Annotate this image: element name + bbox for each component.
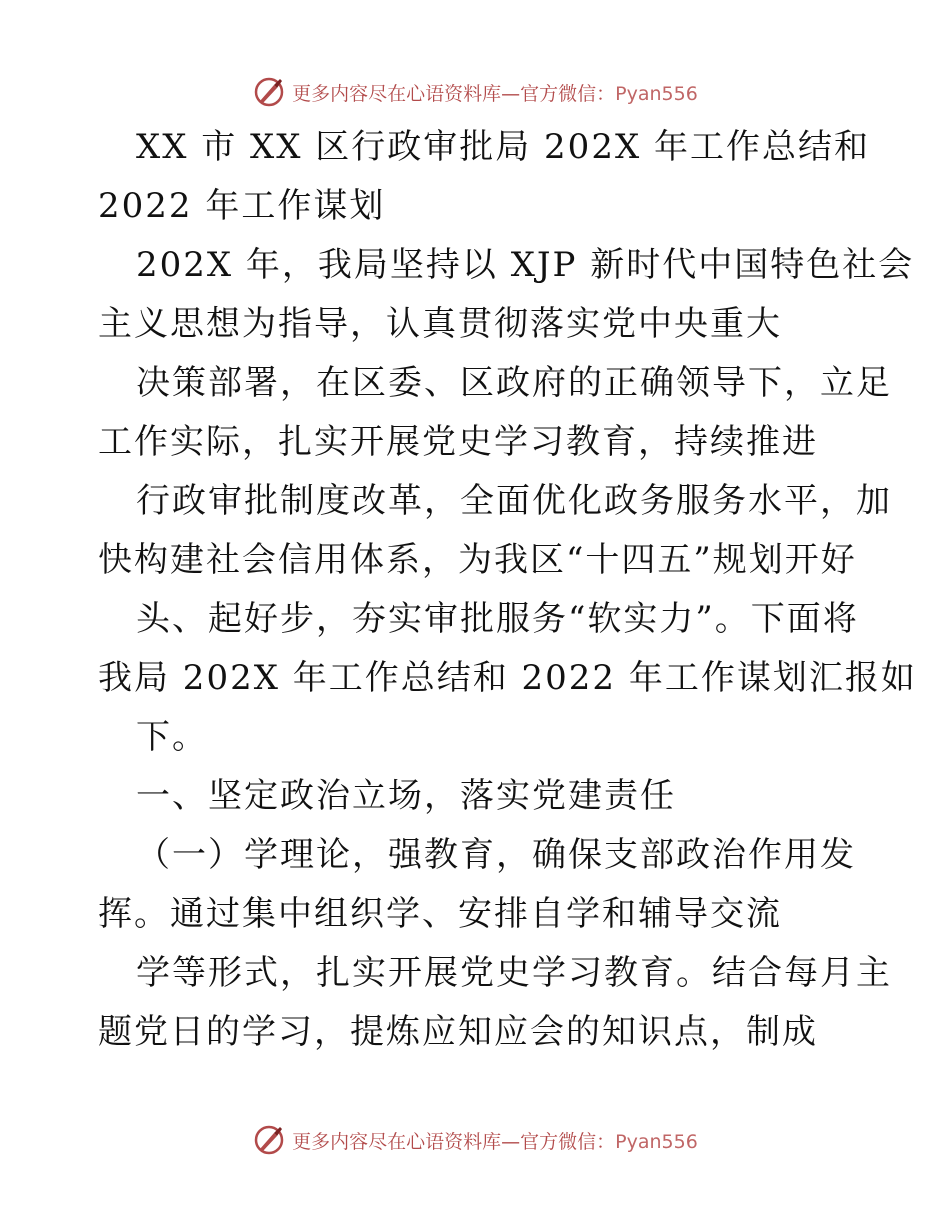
paragraph-line: 快构建社会信用体系，为我区“十四五”规划开好: [98, 540, 857, 580]
paragraph-line: 工作实际，扎实开展党史学习教育，持续推进: [98, 422, 818, 462]
header-banner: [0, 72, 950, 112]
paragraph-line: 主义思想为指导，认真贯彻落实党中央重大: [98, 304, 782, 344]
paragraph-line: 挥。通过集中组织学、安排自学和辅导交流: [98, 894, 782, 934]
banner-text: 更多内容尽在心语资料库—官方微信：Pyan556: [292, 82, 698, 105]
subsection-line: （一）学理论，强教育，确保支部政治作用发: [136, 835, 856, 875]
banner-text: 更多内容尽在心语资料库—官方微信：Pyan556: [292, 1130, 698, 1153]
wechat-id: Pyan556: [615, 82, 698, 105]
title-line-2: 2022 年工作谋划: [98, 186, 386, 226]
quill-pen-logo-icon: [252, 1123, 286, 1157]
title-line-1: XX 市 XX 区行政审批局 202X 年工作总结和: [136, 127, 870, 167]
paragraph-line: 行政审批制度改革，全面优化政务服务水平，加: [136, 481, 892, 521]
wechat-id: Pyan556: [615, 1130, 698, 1153]
paragraph-line: 决策部署，在区委、区政府的正确领导下，立足: [136, 363, 892, 403]
paragraph-line: 我局 202X 年工作总结和 2022 年工作谋划汇报如: [98, 658, 917, 698]
document-body: [98, 118, 917, 1062]
paragraph-line: 学等形式，扎实开展党史学习教育。结合每月主: [136, 953, 892, 993]
paragraph-line: 头、起好步，夯实审批服务“软实力”。下面将: [136, 599, 859, 639]
paragraph-line: 202X 年，我局坚持以 XJP 新时代中国特色社会: [136, 245, 915, 285]
paragraph-line: 下。: [136, 717, 208, 757]
footer-banner: [0, 1120, 950, 1160]
paragraph-line: 题党日的学习，提炼应知应会的知识点，制成: [98, 1012, 818, 1052]
quill-pen-logo-icon: [252, 75, 286, 109]
section-heading: 一、坚定政治立场，落实党建责任: [136, 776, 676, 816]
